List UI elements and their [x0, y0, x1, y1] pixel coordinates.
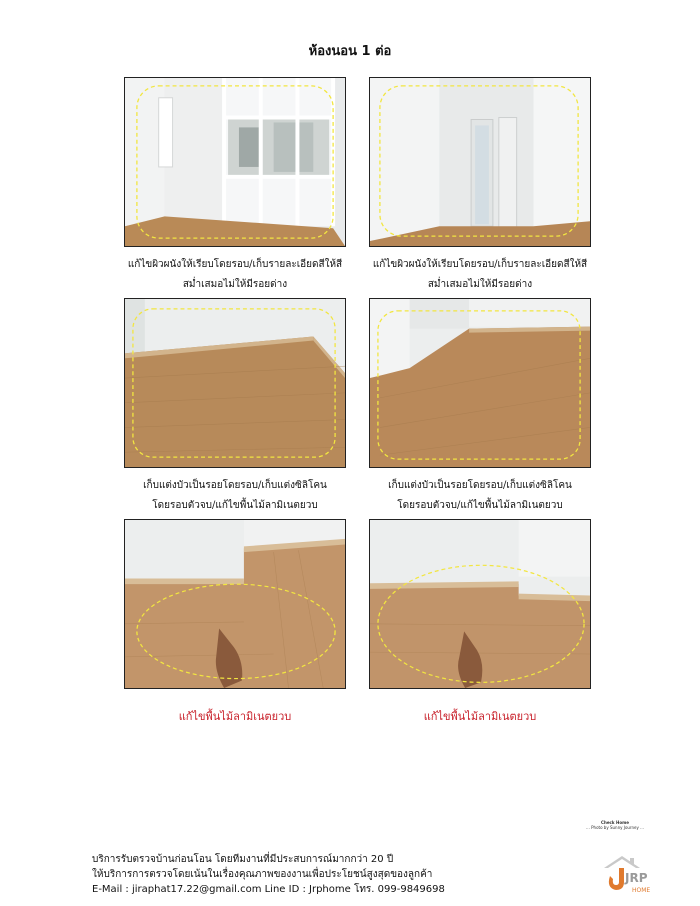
company-logo [600, 852, 662, 896]
footer-contact [92, 852, 445, 897]
photo-door-wall [369, 77, 591, 247]
photo-credit [560, 820, 670, 830]
caption-line: แก้ไขผิวผนังให้เรียบโดยรอบ/เก็บรายละเอียดสีให้สี [127, 259, 343, 270]
caption-line: แก้ไขพื้นไม้ลามิเนตยวบ [178, 710, 292, 723]
caption-line: แก้ไขผิวผนังให้เรียบโดยรอบ/เก็บรายละเอียดสีให้สี [372, 259, 588, 270]
caption-line: สม่ำเสมอไม่ให้มีรอยด่าง [427, 279, 533, 290]
caption-line: เก็บแต่งบัวเป็นรอยโดยรอบ/เก็บแต่งซิลิโคน [143, 480, 327, 491]
photo-floor-pointing-1 [124, 519, 346, 689]
caption-6 [355, 707, 605, 727]
footer-line: E-Mail : jiraphat17.22@gmail.com Line ID : Jrphome โทร. 099-9849698 [92, 884, 445, 895]
caption-line: โดยรอบตัวจบ/แก้ไขพื้นไม้ลามิเนตยวบ [397, 500, 563, 511]
caption-line: เก็บแต่งบัวเป็นรอยโดยรอบ/เก็บแต่งซิลิโคน [388, 480, 572, 491]
page-title: ห้องนอน 1 ต่อ [308, 44, 392, 59]
caption-2 [355, 255, 605, 295]
photo-floor-room [369, 298, 591, 468]
caption-line: โดยรอบตัวจบ/แก้ไขพื้นไม้ลามิเนตยวบ [152, 500, 318, 511]
logo-text: JRP [625, 871, 648, 885]
credit-line: Check Home [601, 820, 629, 825]
caption-3 [110, 476, 360, 516]
house-logo-icon [600, 852, 662, 896]
footer-line: บริการรับตรวจบ้านก่อนโอน โดยทีมงานที่มีประสบการณ์มากกว่า 20 ปี [92, 854, 394, 865]
caption-line: แก้ไขพื้นไม้ลามิเนตยวบ [423, 710, 537, 723]
photo-floor-pointing-2 [369, 519, 591, 689]
footer-line: ให้บริการการตรวจโดยเน้นในเรื่องคุณภาพของงานเพื่อประโยชน์สูงสุดของลูกค้า [92, 869, 433, 880]
caption-5 [110, 707, 360, 727]
credit-line: ... Photo by Sunny Journey ... [586, 825, 644, 830]
caption-4 [355, 476, 605, 516]
photo-floor-corner [124, 298, 346, 468]
photo-window-wall [124, 77, 346, 247]
logo-subtext: HOME [632, 887, 651, 894]
caption-1 [110, 255, 360, 295]
caption-line: สม่ำเสมอไม่ให้มีรอยด่าง [182, 279, 288, 290]
